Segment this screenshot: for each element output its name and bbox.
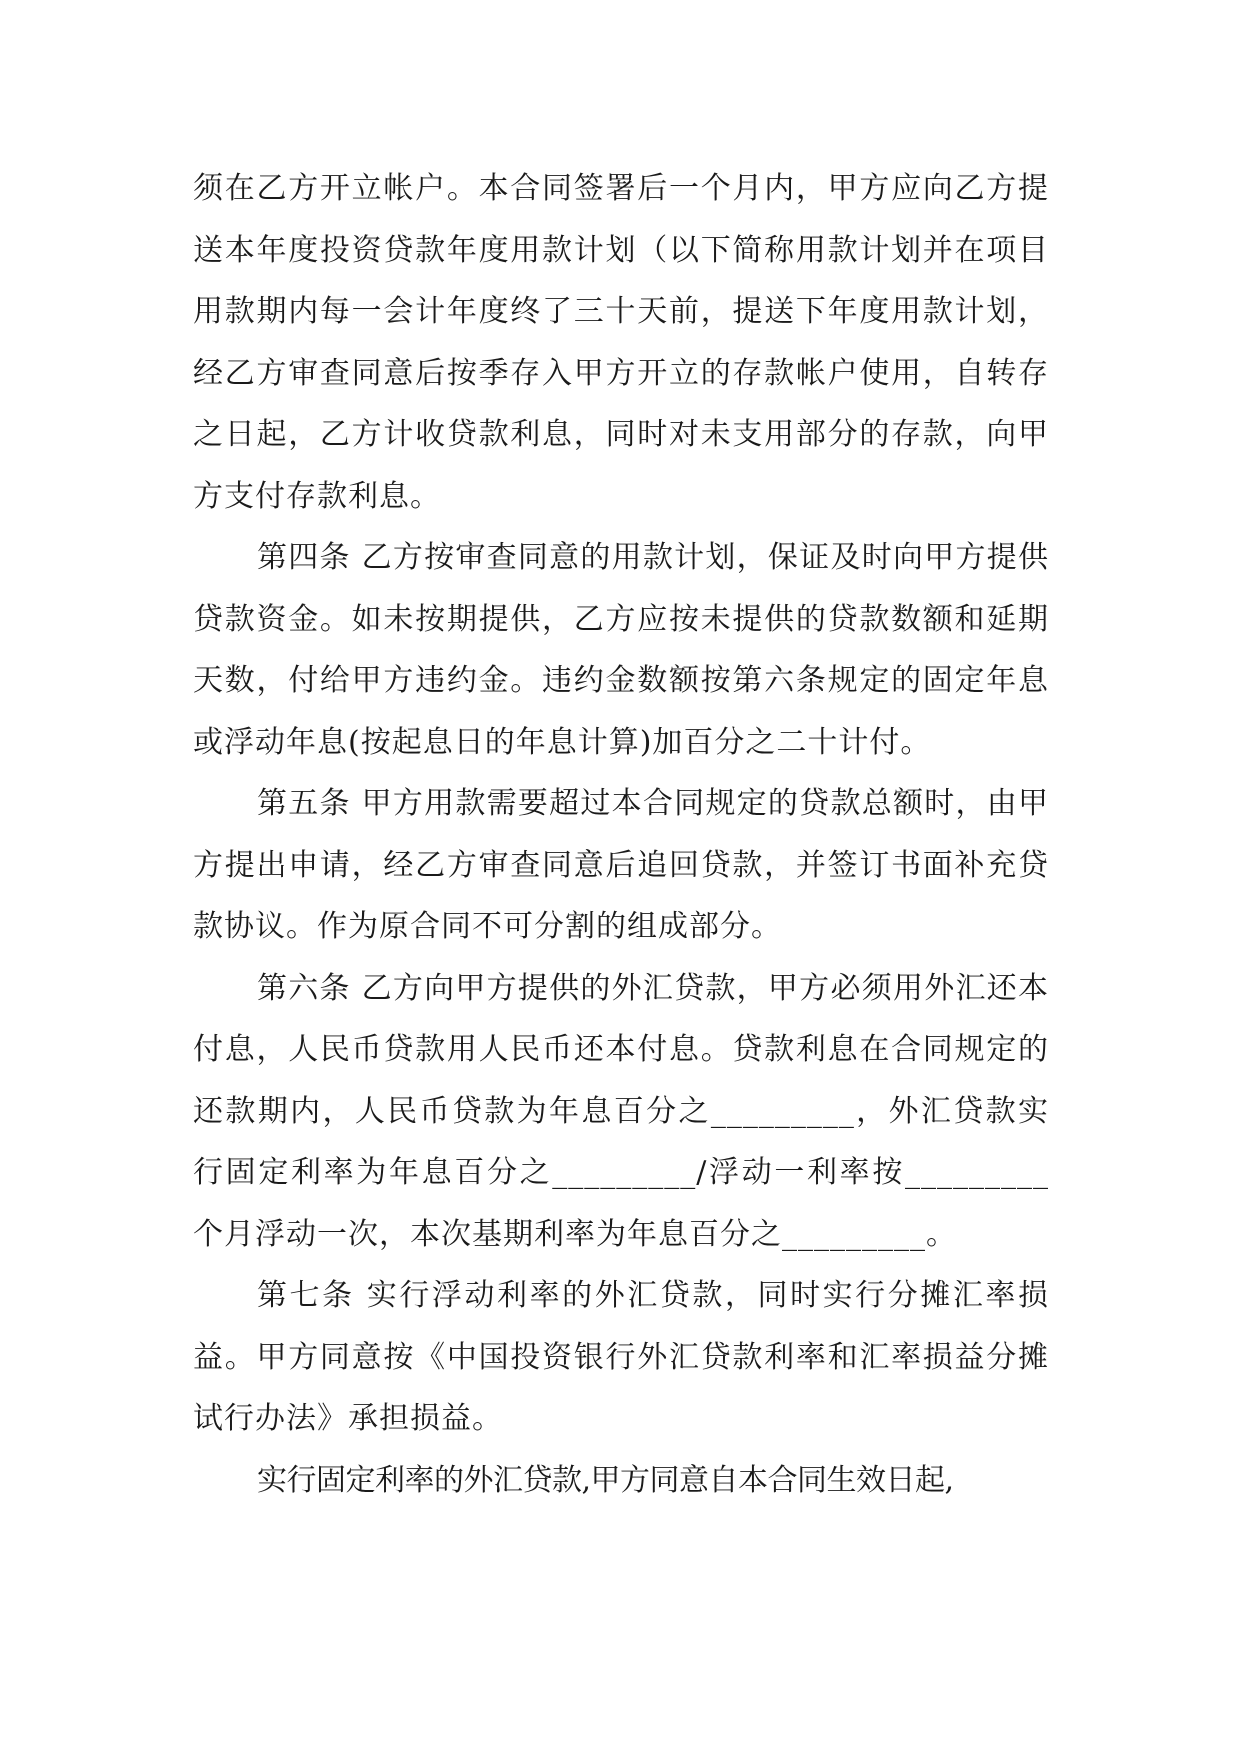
paragraph-continuation: 须在乙方开立帐户。本合同签署后一个月内，甲方应向乙方提送本年度投资贷款年度用款计划（以下简称用款计划并在项目用款期内每一会计年度终了三十天前，提送下年度用款计划，经乙方审查同意后按季存入甲方开立的存款帐户使用，自转存之日起，乙方计收贷款利息，同时对未支用部分的存款，向甲方支付存款利息。 [193, 171, 1049, 514]
paragraph-fixed-rate: 实行固定利率的外汇贷款,甲方同意自本合同生效日起, [257, 1462, 954, 1498]
paragraph-article-5: 第五条 甲方用款需要超过本合同规定的贷款总额时，由甲方提出申请，经乙方审查同意后追回贷款，并签订书面补充贷款协议。作为原合同不可分割的组成部分。 [193, 786, 1049, 944]
document-body [193, 158, 1049, 1511]
paragraph-article-4: 第四条 乙方按审查同意的用款计划，保证及时向甲方提供贷款资金。如未按期提供，乙方应按未提供的贷款数额和延期天数，付给甲方违约金。违约金数额按第六条规定的固定年息或浮动年息(按起息日的年息计算)加百分之二十计付。 [193, 540, 1049, 760]
paragraph-article-7: 第七条 实行浮动利率的外汇贷款，同时实行分摊汇率损益。甲方同意按《中国投资银行外汇贷款利率和汇率损益分摊试行办法》承担损益。 [193, 1278, 1049, 1436]
paragraph-article-6: 第六条 乙方向甲方提供的外汇贷款，甲方必须用外汇还本付息，人民币贷款用人民币还本付息。贷款利息在合同规定的还款期内，人民币贷款为年息百分之_________，外汇贷款实行固定利率为年息百分之_________/浮动一利率按_________个月浮动一次，本次基期利率为年息百分之_________。 [193, 970, 1049, 1252]
